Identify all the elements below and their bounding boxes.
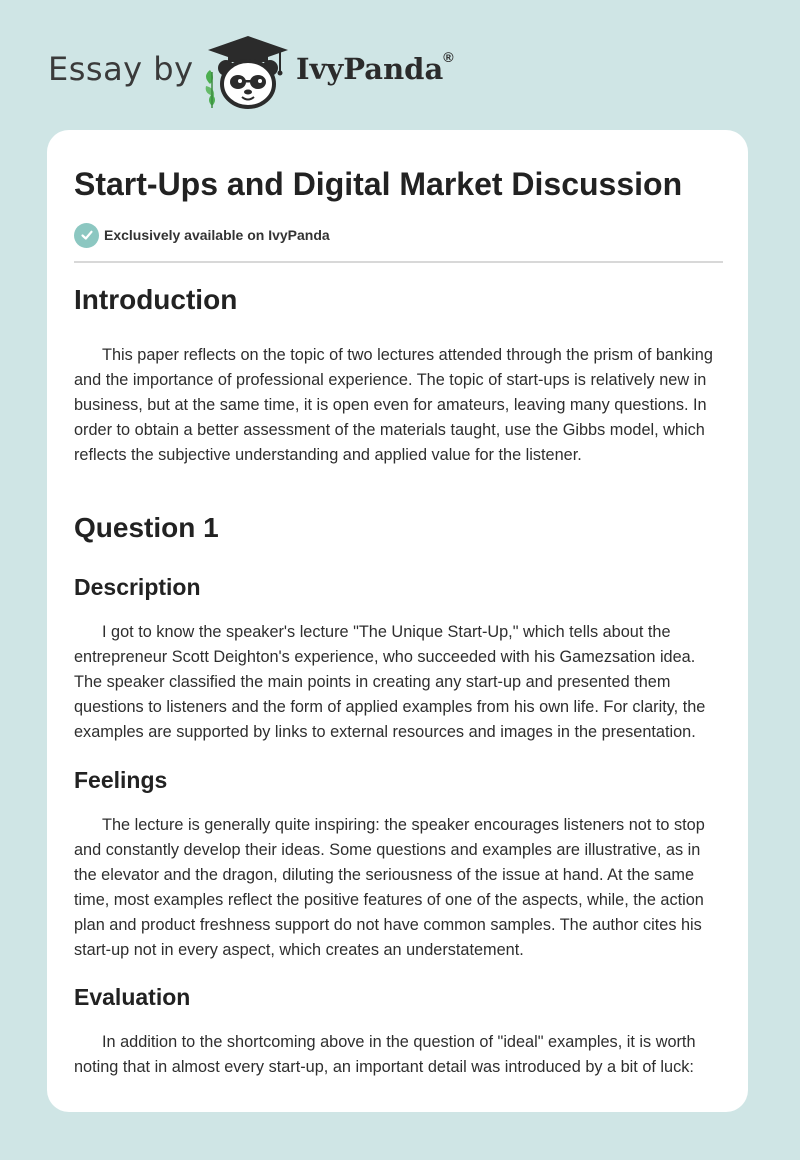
evaluation-paragraph: In addition to the shortcoming above in the question of "ideal" examples, it is worth noting that in almost every start-up, an important detail was introduced by a bit of luck:	[74, 1033, 696, 1076]
panda-logo-icon[interactable]	[200, 32, 295, 110]
evaluation-heading: Evaluation	[74, 984, 191, 1010]
essay-by-label: Essay by	[48, 50, 194, 88]
page-title: Start-Ups and Digital Market Discussion	[74, 166, 683, 202]
divider	[74, 261, 723, 263]
exclusive-label: Exclusively available on IvyPanda	[104, 227, 330, 243]
site-header	[0, 0, 800, 130]
check-circle-icon	[74, 223, 99, 248]
registered-mark: ®	[443, 49, 454, 66]
introduction-heading: Introduction	[74, 284, 238, 315]
description-paragraph: I got to know the speaker's lecture "The Unique Start-Up," which tells about the entrepreneur Scott Deighton's experience, who succeeded with his Gamezsation idea. The speaker classified the main points in creating any start-up and presented them questions to listeners and the form of applied examples from his own life. For clarity, the examples are supported by links to external resources and images in the presentation.	[74, 623, 706, 741]
feelings-heading: Feelings	[74, 767, 168, 793]
question-1-heading: Question 1	[74, 512, 219, 543]
description-heading: Description	[74, 574, 201, 600]
brand-text: IvyPanda	[296, 52, 444, 86]
introduction-paragraph: This paper reflects on the topic of two lectures attended through the prism of banking and the importance of professional experience. The topic of start-ups is relatively new in business, but at the same time, it is open even for amateurs, leaving many questions. In order to obtain a better assessment of the materials taught, use the Gibbs model, which reflects the subjective understanding and applied value for the listener.	[74, 346, 713, 464]
essay-card	[47, 130, 748, 1112]
brand-name[interactable]	[296, 49, 454, 86]
feelings-paragraph: The lecture is generally quite inspiring: the speaker encourages listeners not to stop and constantly develop their ideas. Some questions and examples are illustrative, as in the elevator and the dragon, diluting the seriousness of the issue at hand. At the same time, most examples reflect the positive features of one of the aspects, while, the action plan and product freshness support do not have common samples. The author cites his start-up not in every aspect, which creates an understatement.	[74, 816, 705, 959]
exclusive-badge	[74, 222, 330, 248]
